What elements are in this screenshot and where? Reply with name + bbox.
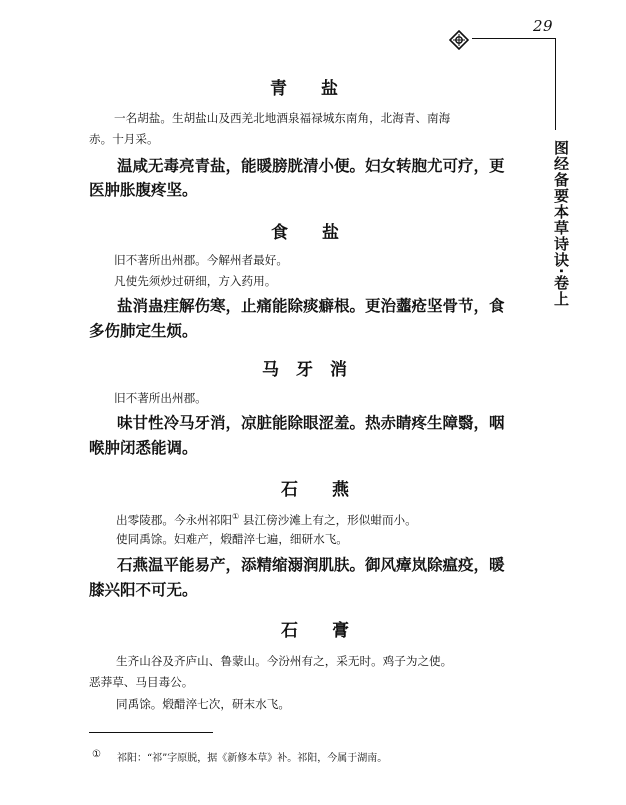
entry-verse: 多伤肺定生烦。 [89, 321, 198, 340]
entry-note: 生齐山谷及齐庐山、鲁蒙山。今汾州有之，采无时。鸡子为之使。 [116, 654, 453, 668]
footnote-marker: ① [92, 749, 101, 760]
running-title: 图经备要本草诗诀·卷上 [552, 140, 570, 307]
entry-verse: 石燕温平能易产，添精缩溺润肌肤。御风瘴岚除瘟疫，暖 [117, 555, 505, 574]
entry-note-text: 县江傍沙滩上有之，形似蚶而小。 [242, 512, 417, 527]
footnote-rule [89, 732, 213, 733]
entry-title: 食 盐 [271, 223, 339, 243]
entry-verse: 味甘性冷马牙消，凉脏能除眼涩羞。热赤睛疼生障翳，咽 [117, 413, 505, 432]
entry-note: 一名胡盐。生胡盐山及西羌北地酒泉福禄城东南角，北海青、南海 [114, 111, 451, 125]
entry-note: 旧不著所出州郡。 [114, 391, 207, 405]
ornament-icon [449, 30, 469, 50]
entry-verse: 医肿胀腹疼坚。 [89, 180, 198, 199]
side-rule [555, 38, 556, 130]
entry-verse: 温咸无毒亮青盐，能暖膀胱清小便。妇女转胞尤可疗，更 [117, 156, 505, 175]
entry-note [116, 513, 417, 526]
entry-title: 石 膏 [281, 621, 349, 641]
entry-note: 赤。十月采。 [89, 132, 159, 146]
entry-note: 旧不著所出州郡。今解州者最好。 [114, 253, 288, 267]
entry-verse: 喉肿闭悉能调。 [89, 438, 198, 457]
entry-note: 同禹馀。煅醋淬七次，研末水飞。 [116, 697, 290, 711]
entry-note: 凡使先须炒过研细，方入药用。 [114, 274, 277, 288]
footnote-text: 祁阳：“祁”字原脱，据《新修本草》补。祁阳，今属于湖南。 [117, 753, 388, 764]
entry-verse: 盐消蛊疰解伤寒，止痛能除痰癖根。更治虀疮坚骨节，食 [117, 296, 505, 315]
entry-verse: 膝兴阳不可无。 [89, 580, 198, 599]
footnote-marker: ① [231, 512, 240, 521]
page-number: 29 [533, 17, 554, 35]
header-rule [472, 38, 555, 39]
entry-note-text: 出零陵郡。今永州祁阳 [116, 512, 232, 527]
entry-title: 马 牙 消 [262, 360, 347, 380]
entry-title: 青 盐 [270, 79, 338, 99]
entry-note: 恶莽草、马目毒公。 [89, 675, 194, 689]
entry-note: 使同禹馀。妇难产，煅醋淬七遍，细研水飞。 [116, 532, 348, 546]
entry-title: 石 燕 [281, 480, 349, 500]
